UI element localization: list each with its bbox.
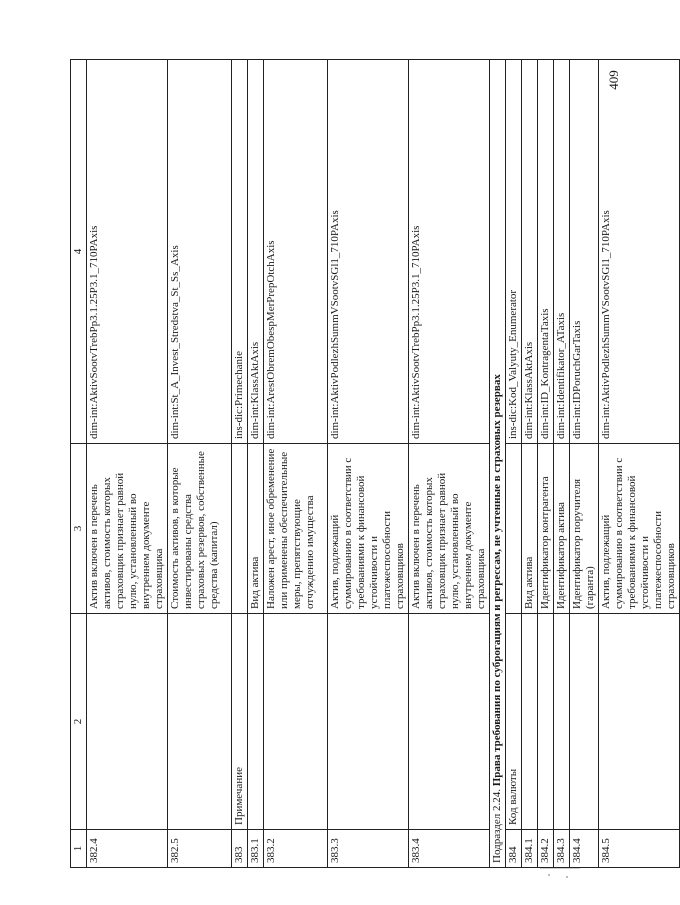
header-col-3: 3 — [71, 444, 87, 614]
row-description: Наложен арест, иное обременение или применены обеспечительные меры, препятствующие отчуждению имущества — [264, 444, 328, 614]
row-code: ins-dic:Primechanie — [232, 60, 248, 444]
row-description: Идентификатор актива — [554, 444, 570, 614]
page-number: 409 — [605, 70, 621, 90]
row-label — [599, 614, 680, 830]
row-description: Идентификатор поручителя (гаранта) — [570, 444, 599, 614]
row-label — [264, 614, 328, 830]
scan-artifact-line — [540, 868, 580, 869]
section-heading-row — [490, 60, 506, 868]
row-code: dim-int:IDPoruchGarTaxis — [570, 60, 599, 444]
row-description: Идентификатор контрагента — [538, 444, 554, 614]
table-row — [264, 60, 328, 868]
row-label — [554, 614, 570, 830]
row-number: 384 — [506, 830, 522, 868]
row-number: 383.3 — [328, 830, 409, 868]
row-code: dim-int:ID_KontragentaTaxis — [538, 60, 554, 444]
section-heading — [490, 60, 506, 868]
row-description: Актив включен в перечень активов, стоимость которых страховщик признает равной нулю, установленный во внутреннем документе страховщика — [87, 444, 168, 614]
row-code: dim-int:ArestObremObespMerPrepOtchAxis — [264, 60, 328, 444]
row-code: ins-dic:Kod_Valyuty_Enumerator — [506, 60, 522, 444]
row-code: dim-int:KlassAktAxis — [522, 60, 538, 444]
row-code: dim-int:St_A_Invest_Stredstva_St_Ss_Axis — [168, 60, 232, 444]
row-number: 383.4 — [409, 830, 490, 868]
row-description: Стоимость активов, в которые инвестированы средства страховых резервов, собственные средства (капитал) — [168, 444, 232, 614]
header-col-4: 4 — [71, 60, 87, 444]
table-row — [168, 60, 232, 868]
row-label — [522, 614, 538, 830]
row-description — [506, 444, 522, 614]
row-description: Вид актива — [522, 444, 538, 614]
row-description: Актив, подлежащий суммированию в соответствии с требованиями к финансовой устойчивости и платежеспособности страховщиков — [328, 444, 409, 614]
row-label — [87, 614, 168, 830]
scan-artifact-dot — [566, 876, 568, 878]
row-label: Код валюты — [506, 614, 522, 830]
section-title: Права требования по суброгациям и регрессам, не учтенные в страховых резервах — [491, 374, 503, 787]
row-description: Актив включен в перечень активов, стоимость которых страховщик признает равной нулю, установленный во внутреннем документе страховщика — [409, 444, 490, 614]
row-label — [328, 614, 409, 830]
row-label — [409, 614, 490, 830]
row-code: dim-int:AktivSootvTrebPp3.1.25P3.1_710PAxis — [87, 60, 168, 444]
attributes-table — [70, 59, 680, 868]
table-row — [409, 60, 490, 868]
table-row — [522, 60, 538, 868]
row-number: 382.5 — [168, 830, 232, 868]
row-code: dim-int:AktivSootvTrebPp3.1.25P3.1_710PAxis — [409, 60, 490, 444]
table-row — [87, 60, 168, 868]
table-row — [538, 60, 554, 868]
table-row — [554, 60, 570, 868]
table-header-row — [71, 60, 87, 868]
row-label — [248, 614, 264, 830]
row-label: Примечание — [232, 614, 248, 830]
row-description: Актив, подлежащий суммированию в соответствии с требованиями к финансовой устойчивости и платежеспособности страховщиков — [599, 444, 680, 614]
row-description — [232, 444, 248, 614]
row-number: 383.2 — [264, 830, 328, 868]
table-row — [328, 60, 409, 868]
row-number: 383 — [232, 830, 248, 868]
row-code: dim-int:Identifikator_ATaxis — [554, 60, 570, 444]
row-number: 383.1 — [248, 830, 264, 868]
row-number: 382.4 — [87, 830, 168, 868]
table-row — [506, 60, 522, 868]
row-number: 384.3 — [554, 830, 570, 868]
table-row — [248, 60, 264, 868]
row-code: dim-int:KlassAktAxis — [248, 60, 264, 444]
table-row — [570, 60, 599, 868]
row-label — [570, 614, 599, 830]
row-number: 384.4 — [570, 830, 599, 868]
row-label — [168, 614, 232, 830]
row-label — [538, 614, 554, 830]
row-description: Вид актива — [248, 444, 264, 614]
row-code: dim-int:AktivPodlezhSummVSootvSGl1_710PAxis — [328, 60, 409, 444]
header-col-1: 1 — [71, 830, 87, 868]
row-number: 384.5 — [599, 830, 680, 868]
table-row — [599, 60, 680, 868]
scan-artifact-dot — [548, 874, 550, 876]
section-prefix: Подраздел 2.24. — [491, 786, 503, 863]
row-number: 384.2 — [538, 830, 554, 868]
row-number: 384.1 — [522, 830, 538, 868]
row-code: dim-int:AktivPodlezhSummVSootvSGl1_710PAxis — [599, 60, 680, 444]
header-col-2: 2 — [71, 614, 87, 830]
table-row — [232, 60, 248, 868]
